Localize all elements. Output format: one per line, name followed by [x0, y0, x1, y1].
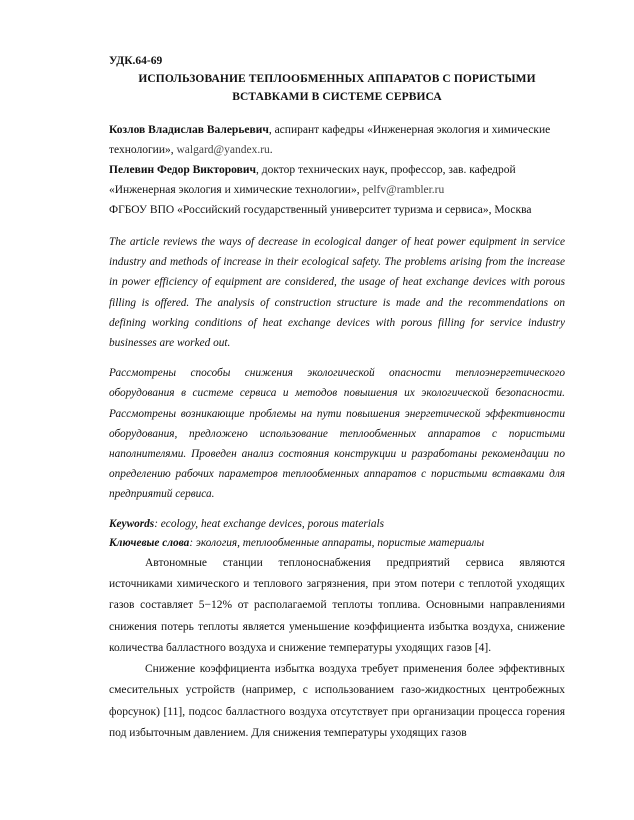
author-2 [109, 160, 565, 200]
keywords-russian-label: Ключевые слова [109, 536, 190, 549]
body-text [109, 553, 565, 745]
author-2-description: , доктор технических наук, профессор, зав. кафедрой «Инженерная экология и химические технологии», [109, 164, 516, 196]
body-paragraph-1: Автономные станции теплоноснабжения предприятий сервиса являются источниками химического и теплового загрязнения, при этом потери с теплотой уходящих газов составляет 5−12% от располагаемой теплоты топлива. Основными направлениями снижения потерь теплоты является уменьшение коэффициента избытка воздуха, снижение количества балластного воздуха и снижение температуры уходящих газов [4]. [109, 556, 565, 654]
author-1 [109, 120, 565, 160]
author-1-email[interactable]: walgard@yandex.ru [176, 144, 270, 156]
author-1-name: Козлов Владислав Валерьевич [109, 124, 269, 136]
authors-block [109, 120, 565, 220]
abstract-russian: Рассмотрены способы снижения экологической опасности теплоэнергетического оборудования в системе сервиса и методов повышения их экологической безопасности. Рассмотрены возникающие проблемы на пути повышения энергетической эффективности оборудования, предложено использование теплообменных аппаратов с пористыми наполнителями. Проведен анализ состояния конструкции и разработаны рекомендации по определению рабочих параметров теплообменных аппаратов с пористыми вставками для предприятий сервиса. [109, 367, 565, 501]
article-title-line-2: ВСТАВКАМИ В СИСТЕМЕ СЕРВИСА [232, 91, 442, 103]
keywords-russian [109, 534, 565, 553]
udk-code: УДК.64-69 [109, 55, 163, 67]
keywords-english-text: : ecology, heat exchange devices, porous materials [154, 517, 385, 530]
article-page [109, 52, 565, 744]
keywords-block [109, 515, 565, 553]
body-paragraph-2: Снижение коэффициента избытка воздуха требует применения более эффективных смесительных устройств (например, с использованием газо-жидкостных центробежных форсунок) [11], подсос балластного воздуха отсутствует при организации процесса горения под избыточным давлением. Для снижения температуры уходящих газов [109, 663, 565, 740]
keywords-russian-text: : экология, теплообменные аппараты, пористые материалы [189, 536, 485, 549]
abstract-english: The article reviews the ways of decrease in ecological danger of heat power equipment in service industry and methods of increase in their ecological safety. The problems arising from the increase in power efficiency of equipment are considered, the usage of heat exchange devices with porous filling is offered. The analysis of construction structure is made and the recommendations on defining working conditions of heat exchange devices with porous filling for service industry businesses are worked out. [109, 236, 565, 350]
affiliation: ФГБОУ ВПО «Российский государственный университет туризма и сервиса», Москва [109, 204, 532, 216]
keywords-english-label: Keywords [109, 517, 155, 530]
keywords-english [109, 515, 565, 534]
author-2-name: Пелевин Федор Викторович [109, 164, 256, 176]
author-2-email[interactable]: pelfv@rambler.ru [362, 184, 445, 196]
article-title-line-1: ИСПОЛЬЗОВАНИЕ ТЕПЛООБМЕННЫХ АППАРАТОВ С ПОРИСТЫМИ [138, 73, 536, 85]
author-1-description: , аспирант кафедры «Инженерная экология и химические технологии», [109, 124, 551, 156]
author-1-end: . [269, 144, 273, 156]
